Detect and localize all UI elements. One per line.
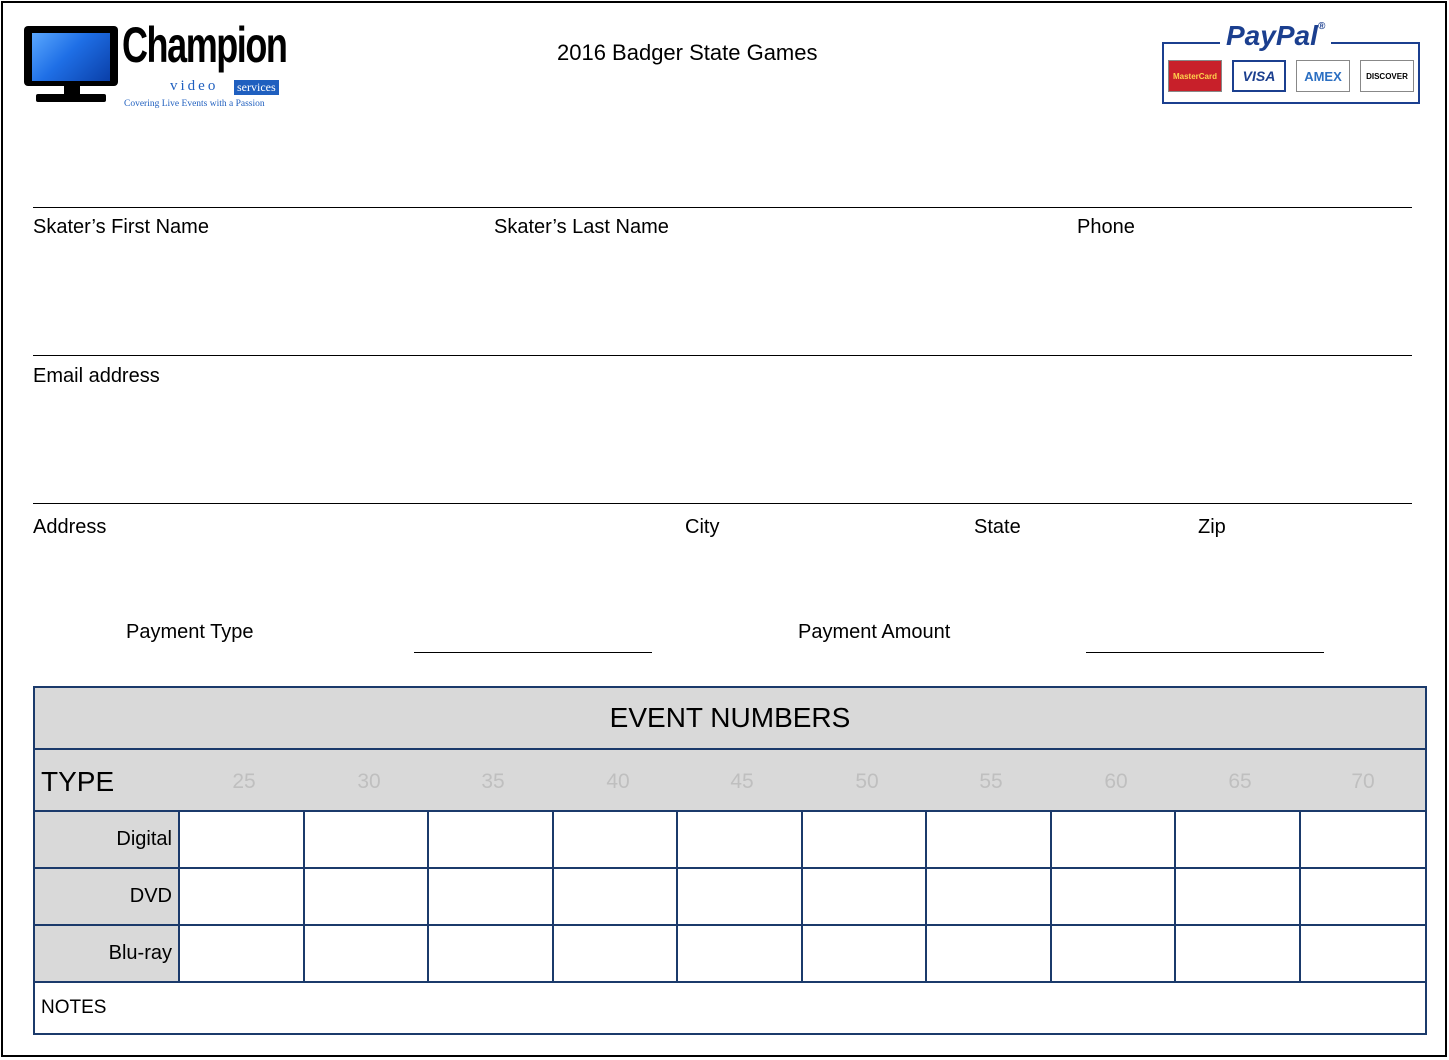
name-phone-line[interactable] xyxy=(33,207,1412,208)
order-cell[interactable] xyxy=(554,926,679,981)
logo-wordmark: Champion xyxy=(122,17,287,73)
order-cell[interactable] xyxy=(1301,812,1426,867)
order-cell[interactable] xyxy=(1052,926,1177,981)
event-number: 60 xyxy=(1104,770,1128,793)
discover-icon: DISCOVER xyxy=(1360,60,1414,92)
order-cell[interactable] xyxy=(305,812,430,867)
logo-sub-services: services xyxy=(234,80,279,95)
type-header-row xyxy=(35,750,1425,812)
order-cell[interactable] xyxy=(1176,926,1301,981)
address-label: Address xyxy=(33,516,107,538)
event-number: 25 xyxy=(232,770,256,793)
state-label: State xyxy=(974,516,1021,538)
event-number: 30 xyxy=(357,770,381,793)
payment-type-label: Payment Type xyxy=(126,621,254,643)
row-label-digital: Digital xyxy=(35,812,180,867)
payment-type-field[interactable] xyxy=(414,652,652,653)
mastercard-icon: MasterCard xyxy=(1168,60,1222,92)
event-number: 55 xyxy=(979,770,1003,793)
type-label: TYPE xyxy=(41,766,115,797)
order-cell[interactable] xyxy=(678,869,803,924)
order-cell[interactable] xyxy=(1301,926,1426,981)
order-cell[interactable] xyxy=(678,926,803,981)
order-cell[interactable] xyxy=(1176,869,1301,924)
order-cell[interactable] xyxy=(305,926,430,981)
table-row-bluray xyxy=(35,926,1425,983)
order-cell[interactable] xyxy=(180,926,305,981)
table-row-dvd xyxy=(35,869,1425,926)
order-cell[interactable] xyxy=(305,869,430,924)
row-label-dvd: DVD xyxy=(35,869,180,924)
order-cell[interactable] xyxy=(803,926,928,981)
logo-sub-video: video xyxy=(170,78,219,94)
first-name-label: Skater’s First Name xyxy=(33,216,209,238)
last-name-label: Skater’s Last Name xyxy=(494,216,669,238)
event-number: 40 xyxy=(606,770,630,793)
event-number: 50 xyxy=(855,770,879,793)
row-label-bluray: Blu-ray xyxy=(35,926,180,981)
logo-tagline: Covering Live Events with a Passion xyxy=(124,99,265,109)
order-cell[interactable] xyxy=(180,869,305,924)
event-numbers-table xyxy=(33,686,1427,1035)
payment-amount-field[interactable] xyxy=(1086,652,1324,653)
order-cell[interactable] xyxy=(429,869,554,924)
order-cell[interactable] xyxy=(803,869,928,924)
order-cell[interactable] xyxy=(429,812,554,867)
notes-label: NOTES xyxy=(41,997,107,1018)
order-cell[interactable] xyxy=(927,926,1052,981)
order-cell[interactable] xyxy=(927,812,1052,867)
order-cell[interactable] xyxy=(927,869,1052,924)
order-cell[interactable] xyxy=(1301,869,1426,924)
champion-logo xyxy=(24,17,294,121)
monitor-icon xyxy=(24,26,118,86)
order-cell[interactable] xyxy=(429,926,554,981)
order-cell[interactable] xyxy=(1052,812,1177,867)
event-number: 65 xyxy=(1228,770,1252,793)
event-number: 35 xyxy=(481,770,505,793)
order-cell[interactable] xyxy=(554,869,679,924)
order-cell[interactable] xyxy=(803,812,928,867)
notes-field[interactable] xyxy=(35,983,1425,1033)
email-line[interactable] xyxy=(33,355,1412,356)
amex-icon: AMEX xyxy=(1296,60,1350,92)
table-row-digital xyxy=(35,812,1425,869)
event-numbers-header: EVENT NUMBERS xyxy=(35,688,1425,750)
order-cell[interactable] xyxy=(180,812,305,867)
document-title: 2016 Badger State Games xyxy=(557,40,818,65)
order-cell[interactable] xyxy=(678,812,803,867)
payment-amount-label: Payment Amount xyxy=(798,621,951,643)
order-cell[interactable] xyxy=(1176,812,1301,867)
order-cell[interactable] xyxy=(554,812,679,867)
order-cell[interactable] xyxy=(1052,869,1177,924)
email-label: Email address xyxy=(33,365,160,387)
address-line[interactable] xyxy=(33,503,1412,504)
paypal-logo xyxy=(1160,22,1422,104)
event-number: 70 xyxy=(1351,770,1375,793)
phone-label: Phone xyxy=(1077,216,1135,238)
paypal-wordmark: PayPal® xyxy=(1220,22,1331,50)
zip-label: Zip xyxy=(1198,516,1226,538)
visa-icon: VISA xyxy=(1232,60,1286,92)
event-number: 45 xyxy=(730,770,754,793)
city-label: City xyxy=(685,516,720,538)
